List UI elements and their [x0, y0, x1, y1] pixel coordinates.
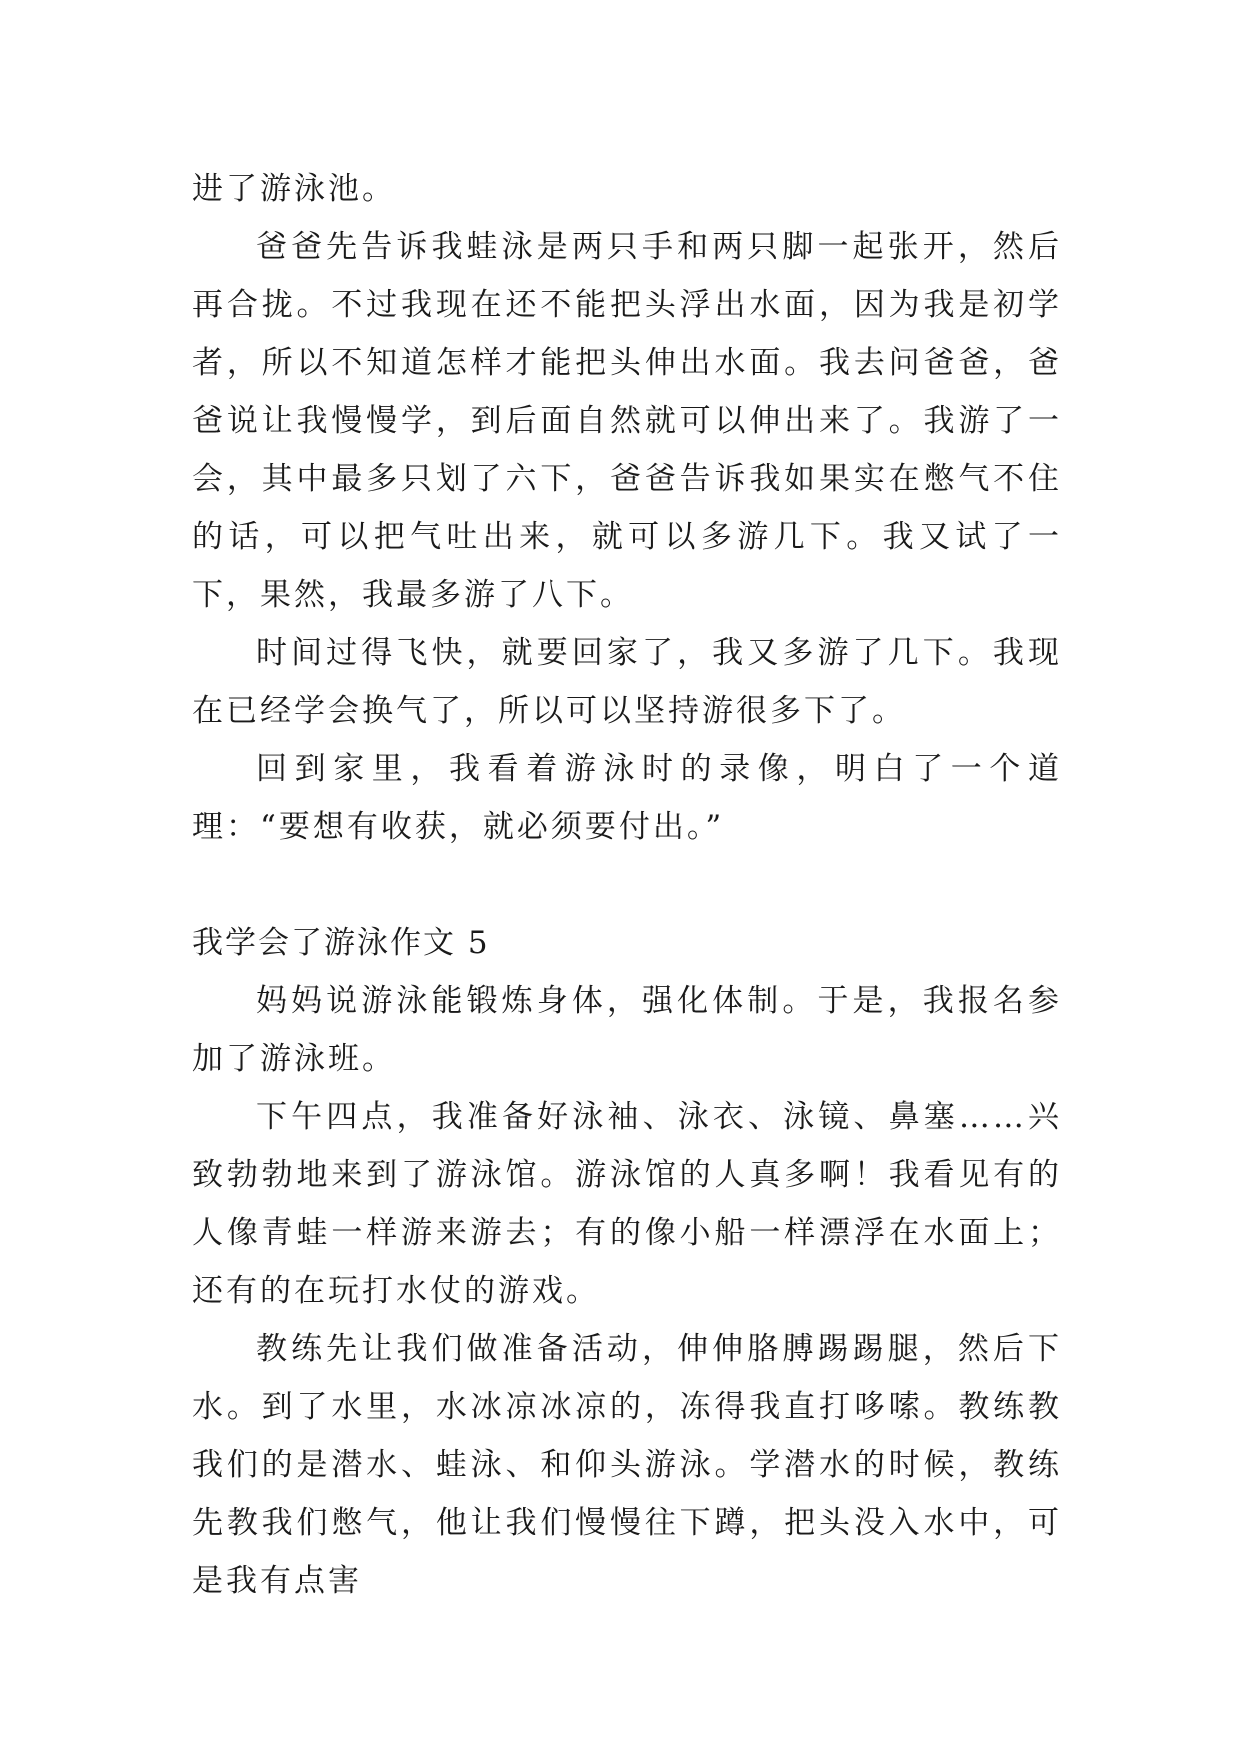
paragraph-natatorium: 下午四点，我准备好泳袖、泳衣、泳镜、鼻塞……兴致勃勃地来到了游泳馆。游泳馆的人真多啊！我看见有的人像青蛙一样游来游去；有的像小船一样漂浮在水面上；还有的在玩打水仗的游戏。: [192, 1099, 1062, 1309]
paragraph-moral: 回到家里，我看着游泳时的录像，明白了一个道理：“要想有收获，就必须要付出。”: [192, 751, 1062, 845]
paragraph-intro-fragment: 进了游泳池。: [192, 171, 396, 207]
paragraph-time-flies: 时间过得飞快，就要回家了，我又多游了几下。我现在已经学会换气了，所以可以坚持游很多下了。: [192, 635, 1062, 729]
document-body: [192, 160, 1062, 1610]
paragraph-breaststroke-lesson: 爸爸先告诉我蛙泳是两只手和两只脚一起张开，然后再合拢。不过我现在还不能把头浮出水面，因为我是初学者，所以不知道怎样才能把头伸出水面。我去问爸爸，爸爸说让我慢慢学，到后面自然就可以伸出来了。我游了一会，其中最多只划了六下，爸爸告诉我如果实在憋气不住的话，可以把气吐出来，就可以多游几下。我又试了一下，果然，我最多游了八下。: [192, 229, 1062, 613]
paragraph-coach: 教练先让我们做准备活动，伸伸胳膊踢踢腿，然后下水。到了水里，水冰凉冰凉的，冻得我直打哆嗦。教练教我们的是潜水、蛙泳、和仰头游泳。学潜水的时候，教练先教我们憋气，他让我们慢慢往下蹲，把头没入水中，可是我有点害: [192, 1331, 1062, 1599]
section-heading: 我学会了游泳作文 5: [192, 925, 490, 961]
paragraph-enroll: 妈妈说游泳能锻炼身体，强化体制。于是，我报名参加了游泳班。: [192, 983, 1062, 1077]
